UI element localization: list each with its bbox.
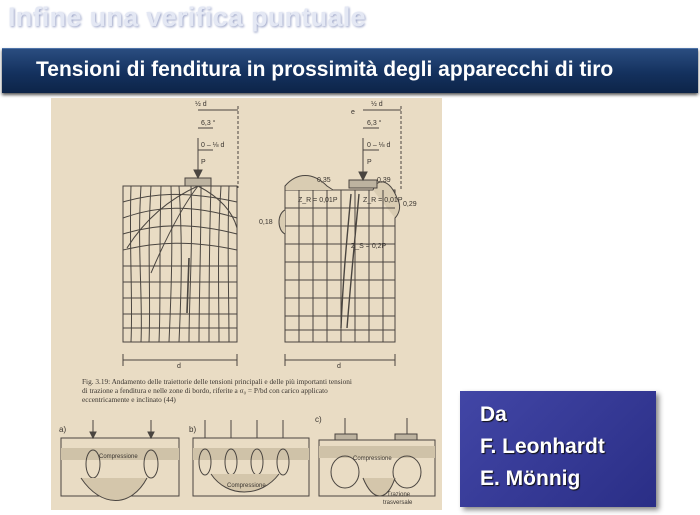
load-p-right: P — [367, 159, 372, 166]
caption-line-1: Fig. 3.19: Andamento delle traiettorie delle tensioni principali e delle più importanti tensioni — [82, 377, 352, 386]
dim-half-d-right: ½ d — [371, 101, 383, 108]
zone-compression-a: Compressione — [99, 454, 138, 460]
slide-title: Infine una verifica puntuale — [8, 2, 366, 32]
dim-zero-d-left: 0 – ⅛ d — [201, 142, 225, 149]
subtitle-text: Tensioni di fenditura in prossimità degli apparecchi di tiro — [36, 58, 614, 81]
force-3: Z_S = 0,2P — [351, 243, 387, 250]
credits-line-da: Da — [480, 403, 507, 426]
panel-label-c: c) — [315, 415, 322, 424]
value-1: 0,35 — [317, 177, 331, 184]
panel-label-a: a) — [59, 425, 67, 434]
panel-a — [61, 420, 179, 501]
credits-box — [460, 391, 656, 507]
dim-d-right: d — [337, 363, 341, 370]
zone-traction-2: trasversale — [383, 500, 413, 506]
zone-traction-1: Trazione — [387, 492, 411, 498]
zone-compression-b: Compressione — [227, 483, 266, 489]
caption-line-3: eccentricamente e inclinato (44) — [82, 395, 176, 404]
scanned-figure — [51, 98, 442, 510]
force-2: Z_R = 0,01P — [363, 197, 403, 204]
value-2: 0,39 — [377, 177, 391, 184]
dim-zero-d-right: 0 – ⅛ d — [367, 142, 391, 149]
load-p-left: P — [201, 159, 206, 166]
credits-author-2: E. Mönnig — [480, 467, 581, 490]
value-3: 0,29 — [403, 201, 417, 208]
dim-angle-right: 6,3 ° — [367, 120, 382, 127]
dim-d-left: d — [177, 363, 181, 370]
figure-caption — [82, 377, 382, 404]
figure-drawing — [51, 98, 442, 510]
dim-angle-left: 6,3 ° — [201, 120, 216, 127]
value-4: 0,18 — [259, 219, 273, 226]
subtitle-banner — [2, 48, 698, 93]
panel-label-b: b) — [189, 425, 197, 434]
dim-e: e — [351, 109, 355, 116]
force-1: Z_R = 0,01P — [298, 197, 338, 204]
dim-half-d-left: ½ d — [195, 101, 207, 108]
credits-author-1: F. Leonhardt — [480, 435, 605, 458]
caption-line-2: di trazione a fenditura e nelle zone di bordo, riferite a σ₀ = P/bd con carico applicato — [82, 386, 328, 395]
zone-compression-c: Compressione — [353, 456, 392, 462]
